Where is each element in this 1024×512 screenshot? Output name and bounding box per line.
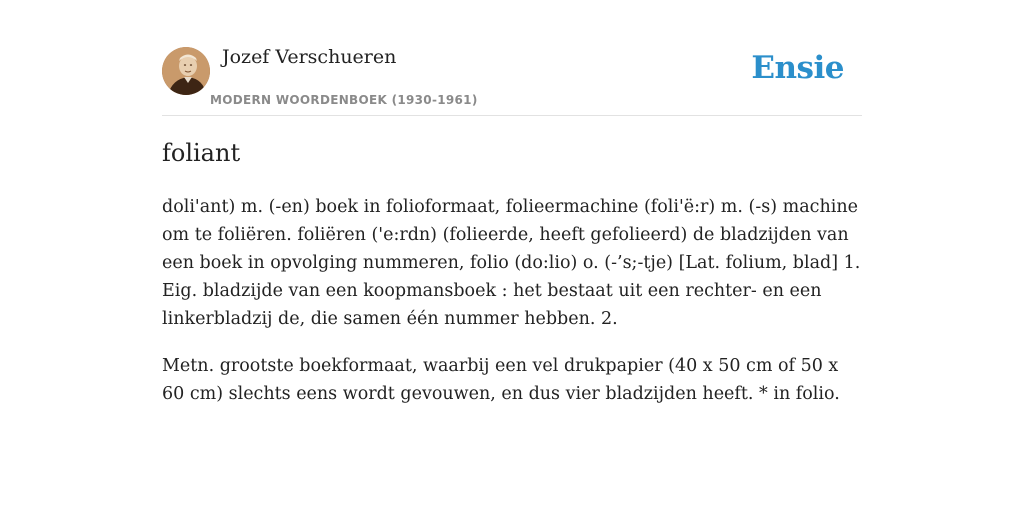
definition-paragraph: doli'ant) m. (-en) boek in folioformaat, folieermachine (foli'ë:r) m. (-s) machine om te foliëren. foliëren ('e:rdn) (folieerde, heeft gefolieerd) de bladzijden van een boek in opvolging nummeren, folio (do:lio) o. (-’s;-tje) [Lat. folium, blad] 1. Eig. bladzijde van een koopmansboek : het bestaat uit een rechter- en een linkerbladzij de, die samen één nummer hebben. 2. [162, 197, 861, 329]
author-portrait-icon [162, 47, 210, 95]
definition-paragraph: Metn. grootste boekformaat, waarbij een vel drukpapier (40 x 50 cm of 50 x 60 cm) slechts eens wordt gevouwen, en dus vier bladzijden heeft. * in folio. [162, 356, 840, 404]
entry-title: foliant [162, 139, 241, 167]
source-label[interactable]: MODERN WOORDENBOEK (1930-1961) [210, 93, 478, 107]
author-name[interactable]: Jozef Verschueren [222, 46, 397, 68]
ensie-logo[interactable]: Ensie [751, 50, 844, 86]
avatar[interactable] [162, 47, 210, 95]
header [162, 44, 862, 116]
entry-body [162, 193, 862, 427]
